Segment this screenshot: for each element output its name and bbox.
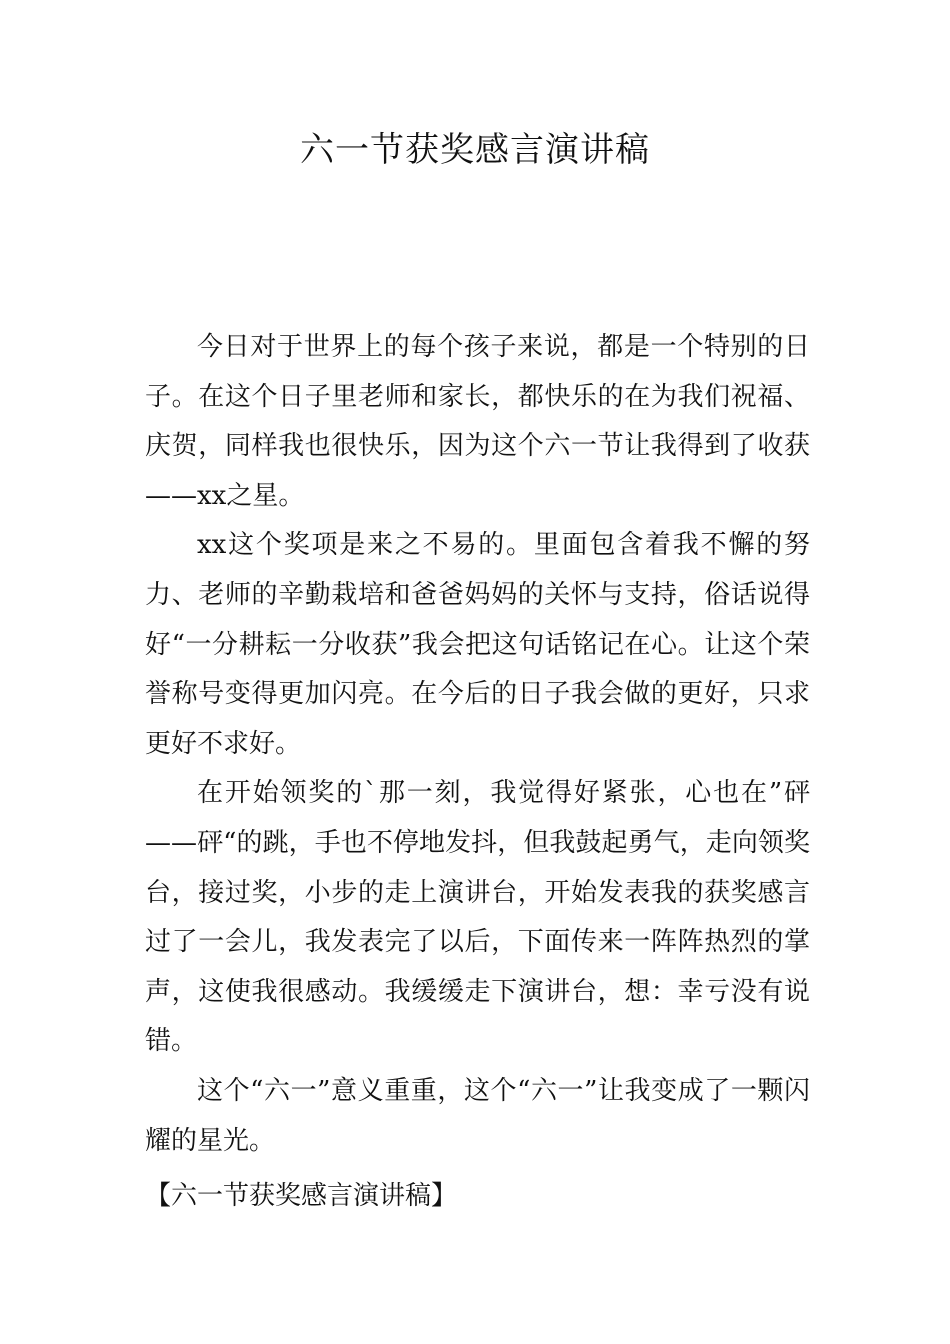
paragraph: xx这个奖项是来之不易的。里面包含着我不懈的努力、老师的辛勤栽培和爸爸妈妈的关怀与支持，俗话说得好“一分耕耘一分收获”我会把这句话铭记在心。让这个荣誉称号变得更加闪亮。在今后的日子我会做的更好，只求更好不求好。 — [145, 530, 810, 759]
paragraph: 今日对于世界上的每个孩子来说，都是一个特别的日子。在这个日子里老师和家长，都快乐的在为我们祝福、庆贺，同样我也很快乐，因为这个六一节让我得到了收获——xx之星。 — [145, 332, 810, 511]
document-footer: 【六一节获奖感言演讲稿】 — [145, 1181, 458, 1211]
paragraph: 这个“六一”意义重重，这个“六一”让我变成了一颗闪耀的星光。 — [145, 1075, 810, 1156]
document-title: 六一节获奖感言演讲稿 — [300, 130, 650, 170]
document-body — [145, 323, 810, 1166]
paragraph: 在开始领奖的`那一刻，我觉得好紧张，心也在”砰——砰“的跳，手也不停地发抖，但我鼓起勇气，走向领奖台，接过奖，小步的走上演讲台，开始发表我的获奖感言过了一会儿，我发表完了以后，下面传来一阵阵热烈的掌声，这使我很感动。我缓缓走下演讲台，想：幸亏没有说错。 — [145, 778, 810, 1057]
